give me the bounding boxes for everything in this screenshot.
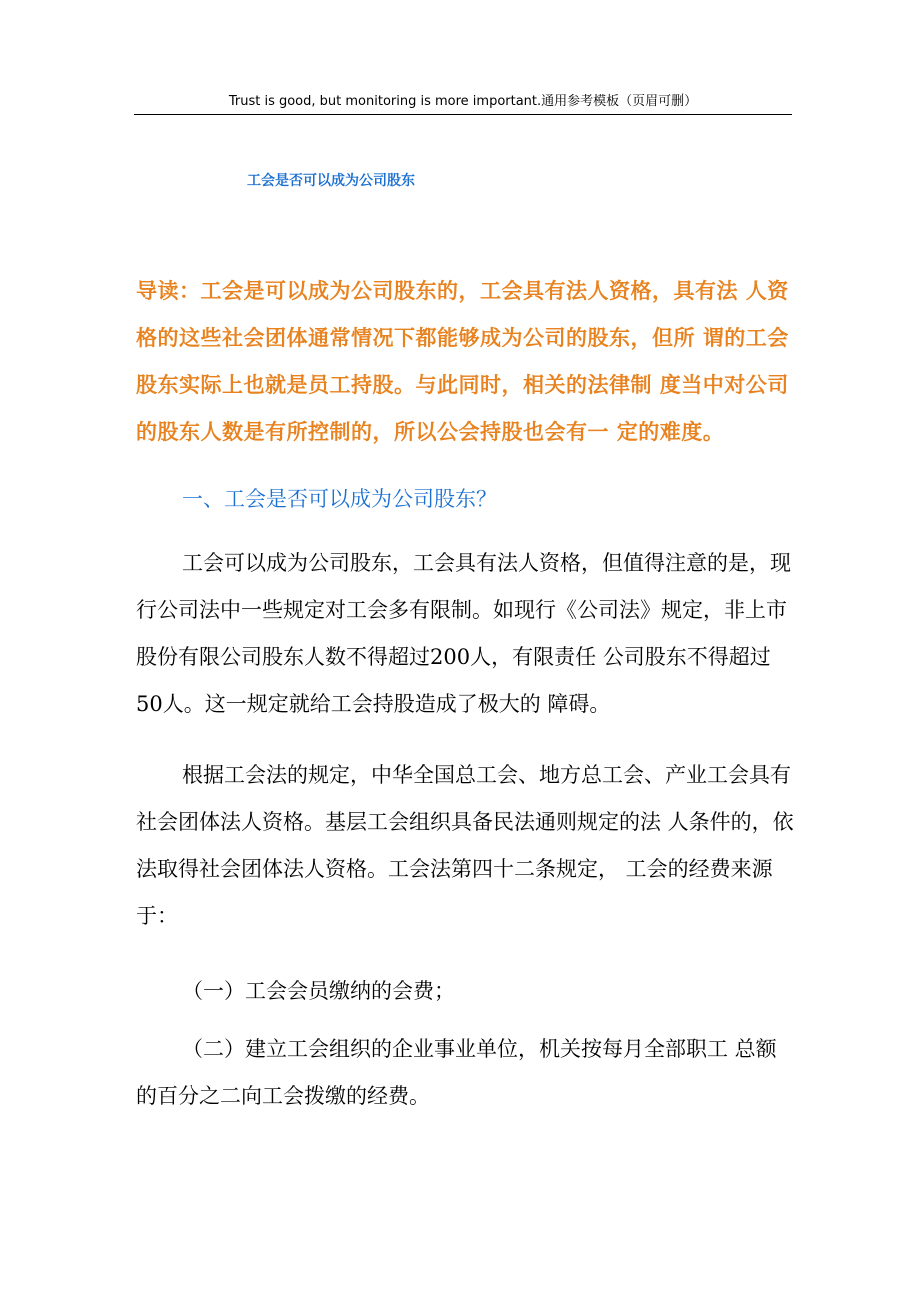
body-paragraph: 根据工会法的规定，中华全国总工会、地方总工会、产业工会具有社会团体法人资格。基层工会组织具备民法通则规定的法 人条件的，依法取得社会团体法人资格。工会法第四十二条规定， 工会的经费来源于： [136,763,794,928]
list-item: （二）建立工会组织的企业事业单位，机关按每月全部职工 总额的百分之二向工会拨缴的经费。 [136,1037,777,1108]
lead-paragraph: 导读：工会是可以成为公司股东的，工会具有法人资格，具有法 人资格的这些社会团体通常情况下都能够成为公司的股东，但所 谓的工会股东实际上也就是员工持股。与此同时，相关的法律制 度当中对公司的股东人数是有所控制的，所以公会持股也会有一 定的难度。 [136,279,789,444]
section-heading: 一、工会是否可以成为公司股东？ [182,487,497,511]
body-paragraph: 工会可以成为公司股东，工会具有法人资格，但值得注意的是，现行公司法中一些规定对工会多有限制。如现行《公司法》规定，非上市股份有限公司股东人数不得超过200人，有限责任 公司股东不得超过50人。这一规定就给工会持股造成了极大的 障碍。 [136,551,791,716]
list-item: （一）工会会员缴纳的会费； [182,979,455,1003]
page-header: Trust is good, but monitoring is more important.通用参考模板（页眉可删） [134,92,792,115]
document-title: 工会是否可以成为公司股东 [247,173,415,189]
